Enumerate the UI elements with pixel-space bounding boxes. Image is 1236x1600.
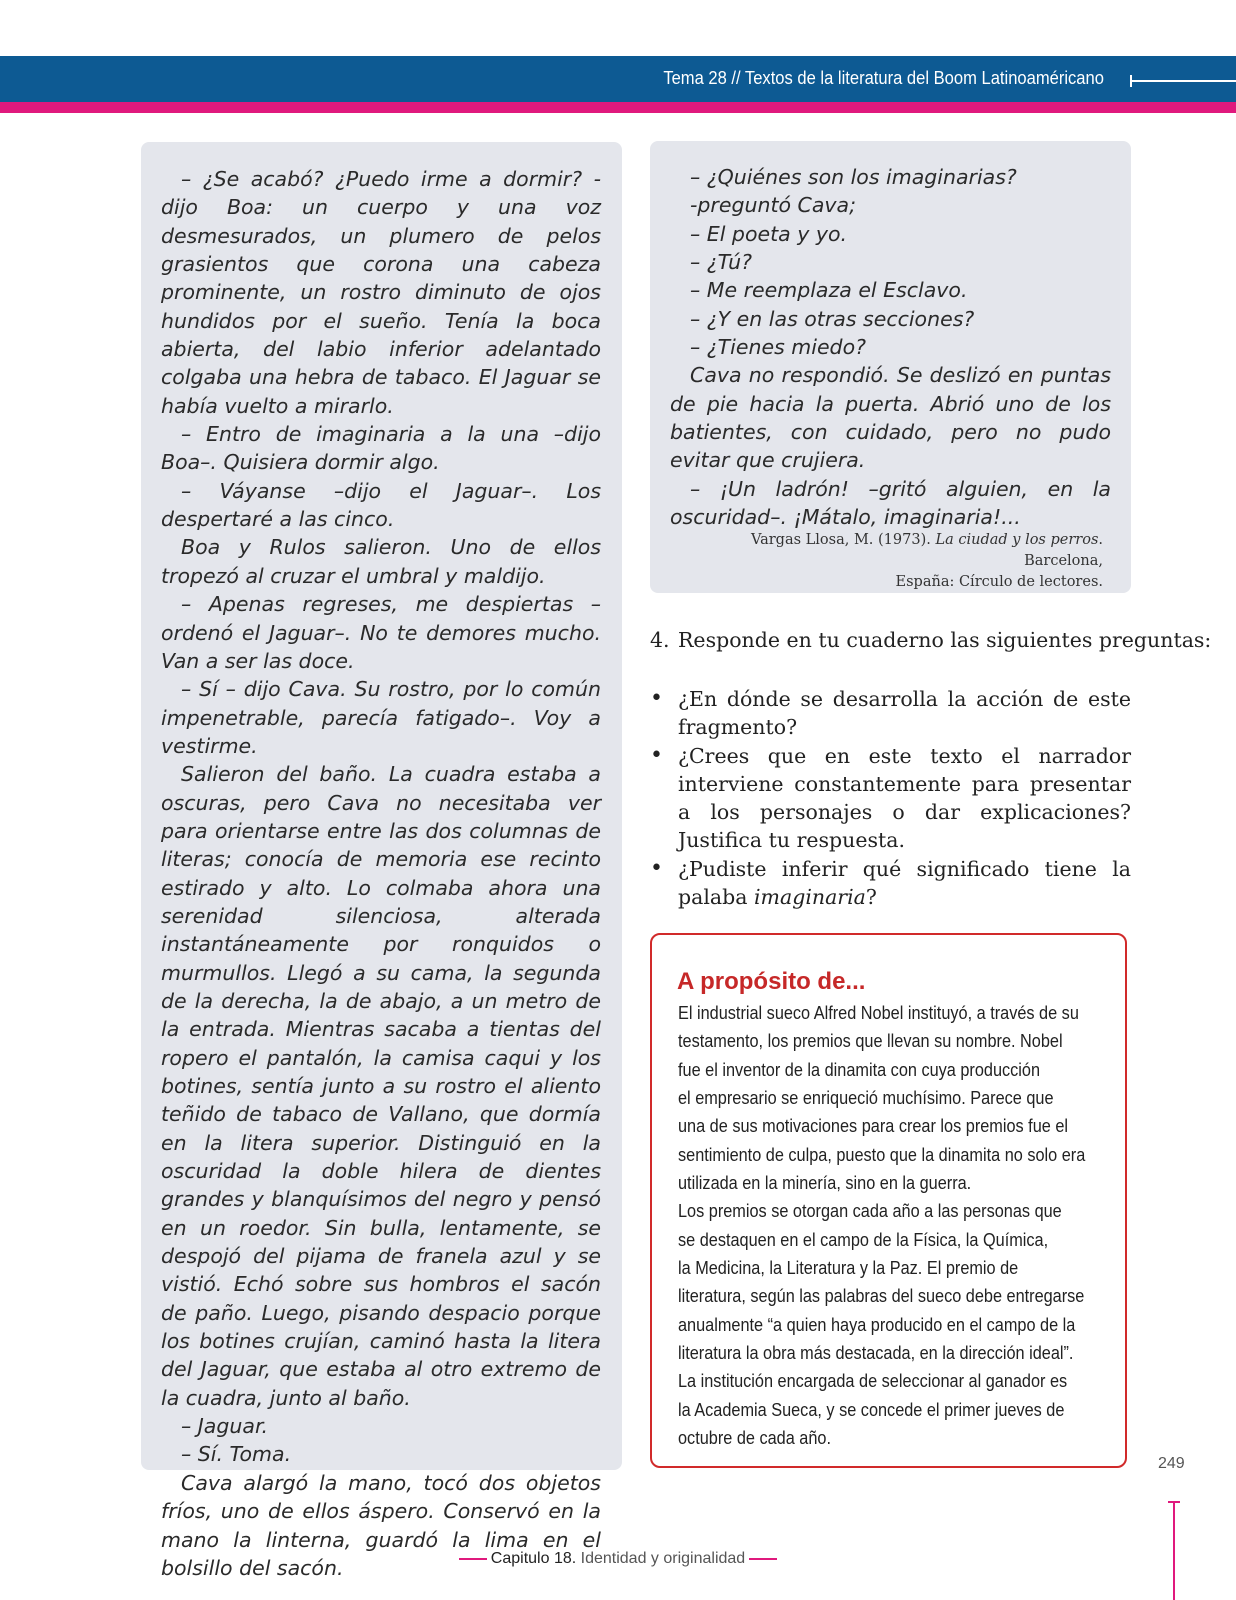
bullet-icon: • <box>650 742 663 768</box>
header-accent-stripe <box>0 102 1236 113</box>
citation <box>670 530 1103 593</box>
story-paragraph: – El poeta y yo. <box>690 221 848 246</box>
bullet-icon: • <box>650 686 663 711</box>
info-box-line: sentimiento de culpa, puesto que la dinamita no solo era <box>678 1143 1086 1165</box>
page-header-title: Tema 28 // Textos de la literatura del Boom Latinoaméricano <box>663 68 1104 88</box>
story-paragraph: – ¿Quiénes son los imaginarias? <box>690 165 1017 189</box>
info-box-text <box>678 999 1123 1453</box>
story-paragraph: – Jaguar. <box>181 1414 269 1439</box>
page-footer <box>0 1550 1236 1568</box>
list-item <box>650 742 1131 855</box>
story-paragraph: -preguntó Cava; <box>690 193 857 218</box>
footer-rule-right <box>749 1558 777 1560</box>
citation-title: La ciudad y los perros <box>935 532 1099 548</box>
info-box-line: testamento, los premios que llevan su nombre. Nobel <box>678 1030 1063 1052</box>
citation-author: Vargas Llosa, M. (1973). <box>750 532 936 548</box>
citation-place: España: Círculo de lectores. <box>895 574 1103 590</box>
question-text: Responde en tu cuaderno las siguientes preguntas: <box>678 628 1212 652</box>
list-item-text-end: ? <box>865 885 877 910</box>
list-item-text: ¿En dónde se desarrolla la acción de este fragmento? <box>678 687 1131 740</box>
bullet-icon: • <box>650 855 663 881</box>
story-paragraph: Cava alargó la mano, tocó dos objetos fríos, uno de ellos áspero. Conservó en la mano la linterna, guardó la lima en el bolsillo del sacón. <box>161 1470 601 1580</box>
list-item-italic-word: imaginaria <box>753 885 866 910</box>
citation-publisher: . Barcelona, <box>1024 532 1103 569</box>
info-box-line: anualmente “a quien haya producido en el campo de la <box>678 1313 1076 1335</box>
list-item-text <box>678 855 1131 912</box>
left-story-text <box>161 165 601 1582</box>
footer-subtitle: Identidad y originalidad <box>580 1550 746 1567</box>
info-box-line: El industrial sueco Alfred Nobel instituyó, a través de su <box>678 1002 1079 1023</box>
activity-question <box>650 628 1212 652</box>
info-box-line: Los premios se otorgan cada año a las personas que <box>678 1200 1062 1222</box>
story-paragraph: – ¿Y en las otras secciones? <box>690 306 975 331</box>
info-box-line: una de sus motivaciones para crear los premios fue el <box>678 1115 1069 1137</box>
question-list <box>650 685 1131 911</box>
info-box-line: literatura la obra más destacada, en la dirección ideal”. <box>678 1342 1074 1364</box>
story-paragraph: – ¿Tienes miedo? <box>690 335 866 360</box>
story-paragraph: – ¡Un ladrón! –gritó alguien, en la oscuridad–. ¡Mátalo, imaginaria!... <box>670 476 1111 530</box>
footer-rule-left <box>459 1558 487 1560</box>
story-paragraph: – Apenas regreses, me despiertas –ordenó el Jaguar–. No te demores mucho. Van a ser las doce. <box>161 592 601 673</box>
info-box-line: se destaquen en el campo de la Física, la Química, <box>678 1228 1049 1250</box>
list-item-text-start: ¿Pudiste inferir qué significado tiene la palaba <box>678 856 1131 910</box>
list-item-text: ¿Crees que en este texto el narrador interviene constantemente para presentar a los personajes o dar explicaciones? Justifica tu respuesta. <box>678 743 1131 853</box>
info-box-line: la Medicina, la Literatura y la Paz. El premio de <box>678 1257 1019 1279</box>
footer-chapter: Capitulo 18. <box>490 1550 577 1567</box>
story-paragraph: – Sí – dijo Cava. Su rostro, por lo común impenetrable, parecía fatigado–. Voy a vestirme. <box>161 677 601 758</box>
page-number: 249 <box>1158 1455 1185 1472</box>
info-box-line: octubre de cada año. <box>678 1427 831 1449</box>
story-paragraph: – Entro de imaginaria a la una –dijo Boa–. Quisiera dormir algo. <box>161 422 601 475</box>
story-paragraph: – ¿Se acabó? ¿Puedo irme a dormir? -dijo Boa: un cuerpo y una voz desmesurados, un plumero de pelos grasientos que corona una cabeza prominente, un rostro diminuto de ojos hundidos por el sueño. Tenía la boca abierta, del labio inferior adelantado colgaba una hebra de tabaco. El Jaguar se había vuelto a mirarlo. <box>161 167 601 418</box>
info-box-line: la Academia Sueca, y se concede el primer jueves de <box>678 1398 1065 1420</box>
info-box-line: fue el inventor de la dinamita con cuya producción <box>678 1058 1041 1080</box>
story-paragraph: – Me reemplaza el Esclavo. <box>690 278 968 303</box>
info-box-line: el empresario se enriqueció muchísimo. Parece que <box>678 1087 1054 1109</box>
list-item <box>650 855 1131 912</box>
info-box-line: La institución encargada de seleccionar al ganador es <box>678 1370 1068 1392</box>
question-number: 4. <box>650 628 670 652</box>
info-box-line: literatura, según las palabras del sueco debe entregarse <box>678 1285 1085 1307</box>
story-paragraph: – Váyanse –dijo el Jaguar–. Los despertaré a las cinco. <box>161 478 601 532</box>
info-box-title: A propósito de... <box>677 968 866 995</box>
right-story-text <box>670 163 1111 531</box>
story-paragraph: Salieron del baño. La cuadra estaba a oscuras, pero Cava no necesitaba ver para orientarse entre las dos columnas de literas; conocía de memoria ese recinto estirado y alto. Lo colmaba ahora una serenidad silenciosa, alterada instantáneamente por ronquidos o murmullos. Llegó a su cama, la segunda de la derecha, la de abajo, a un metro de la entrada. Mientras sacaba a tientas del ropero el pantalón, la camisa caqui y los botines, sentía junto a su rostro el aliento teñido de tabaco de Vallano, que dormía en la litera superior. Distinguió en la oscuridad la doble hilera de dientes grandes y blanquísimos del negro y pensó en un roedor. Sin bulla, lentamente, se despojó del pijama de franela azul y se vistió. Echó sobre sus hombros el sacón de paño. Luego, pisando despacio porque los botines crujían, caminó hasta la litera del Jaguar, que estaba al otro extremo de la cuadra, junto al baño. <box>161 762 601 1410</box>
story-paragraph: Boa y Rulos salieron. Uno de ellos tropezó al cruzar el umbral y maldijo. <box>161 535 601 588</box>
info-box-line: utilizada en la minería, sino en la guerra. <box>678 1172 972 1194</box>
story-paragraph: Cava no respondió. Se deslizó en puntas de pie hacia la puerta. Abrió uno de los batientes, con cuidado, pero no pudo evitar que crujiera. <box>670 363 1111 473</box>
story-paragraph: – Sí. Toma. <box>181 1442 292 1467</box>
story-paragraph: – ¿Tú? <box>690 250 752 275</box>
header-rule <box>1130 80 1236 82</box>
list-item <box>650 685 1131 742</box>
